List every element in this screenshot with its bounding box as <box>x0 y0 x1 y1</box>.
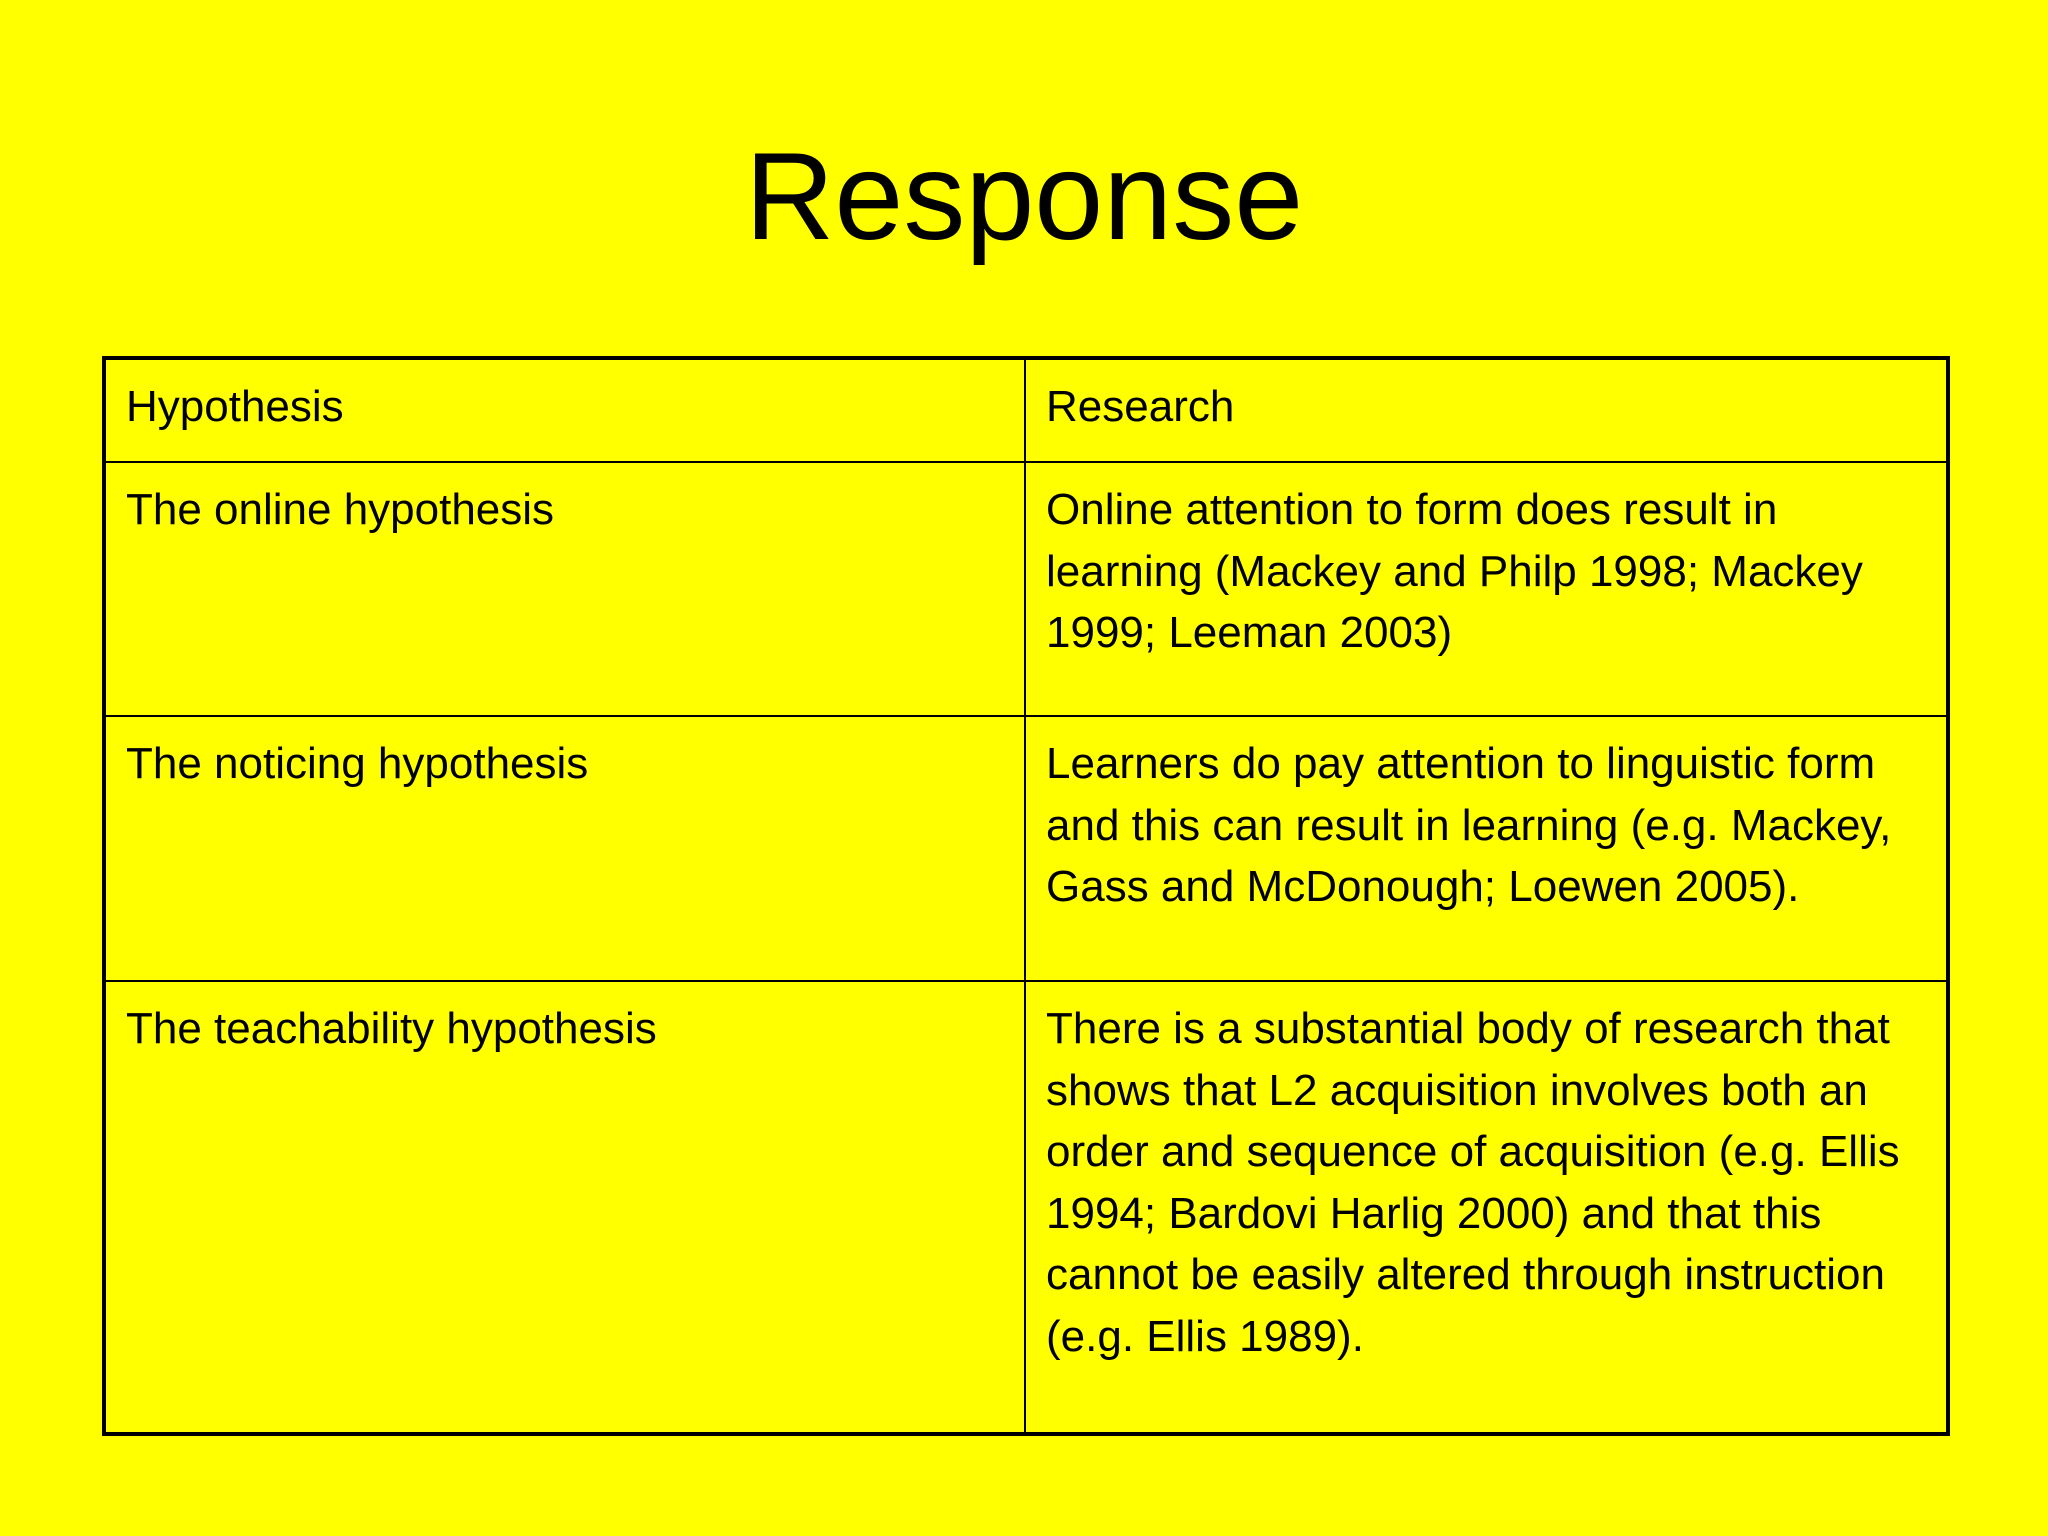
table-header-row <box>104 358 1948 462</box>
table-row <box>104 462 1948 716</box>
table-row <box>104 716 1948 981</box>
research-cell: There is a substantial body of research that shows that L2 acquisition involves both an order and sequence of acquisition (e.g. Ellis 1994; Bardovi Harlig 2000) and that this cannot be easily altered through instruction (e.g. Ellis 1989). <box>1025 981 1948 1434</box>
header-cell-research: Research <box>1025 358 1948 462</box>
hypothesis-cell: The teachability hypothesis <box>104 981 1025 1434</box>
hypothesis-cell: The noticing hypothesis <box>104 716 1025 981</box>
hypothesis-cell: The online hypothesis <box>104 462 1025 716</box>
research-cell: Online attention to form does result in learning (Mackey and Philp 1998; Mackey 1999; Leeman 2003) <box>1025 462 1948 716</box>
research-cell: Learners do pay attention to linguistic form and this can result in learning (e.g. Mackey, Gass and McDonough; Loewen 2005). <box>1025 716 1948 981</box>
slide-title: Response <box>744 128 1304 266</box>
hypothesis-research-table <box>102 356 1950 1436</box>
header-cell-hypothesis: Hypothesis <box>104 358 1025 462</box>
table-row <box>104 981 1948 1434</box>
